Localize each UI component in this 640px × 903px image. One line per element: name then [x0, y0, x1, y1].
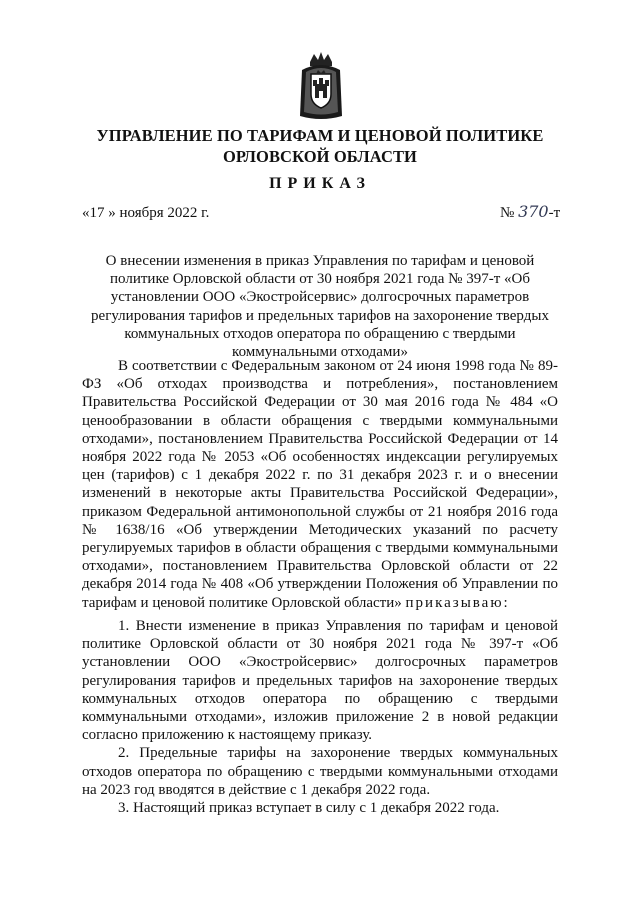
number-prefix: № — [500, 205, 515, 221]
order-item-3: 3. Настоящий приказ вступает в силу с 1 декабря 2022 года. — [118, 800, 500, 817]
organization-name-line1: УПРАВЛЕНИЕ ПО ТАРИФАМ И ЦЕНОВОЙ ПОЛИТИКЕ — [96, 126, 544, 145]
organization-name-line2: ОРЛОВСКОЙ ОБЛАСТИ — [222, 147, 417, 166]
preamble-body: В соответствии с Федеральным законом от 24 июня 1998 года № 89-ФЗ «Об отходах производства и потребления», постановлением Правительства Российской Федерации от 30 мая 2016 года № 484 «О ценообразовании в области обращения с твердыми коммунальными отходами», постановлением Правительства Российской Федерации от 14 ноября 2022 года № 2053 «Об особенностях индексации регулируемых цен (тарифов) с 1 декабря 2022 г. по 31 декабря 2023 г. и о внесении изменений в некоторые акты Правительства Российской Федерации», приказом Федеральной антимонопольной службы от 21 ноября 2016 года № 1638/16 «Об утверждении Методических указаний по расчету регулируемых тарифов в области обращения с твердыми коммунальными отходами», постановлением Правительства Орловской области от 22 декабря 2014 года № 408 «Об утверждении Положения об Управлении по тарифам и ценовой политике Орловской области» — [82, 358, 558, 611]
coat-of-arms-icon — [298, 50, 344, 122]
order-item-1: 1. Внести изменение в приказ Управления по тарифам и ценовой политике Орловской области от 30 ноября 2021 года № 397-т «Об установлении ООО «Экостройсервис» долгосрочных параметров регулирования тарифов и предельных тарифов на захоронение твердых коммунальных отходов оператора по обращению с твердыми коммунальными отходами», изложив приложение 2 в новой редакции согласно приложению к настоящему приказу. — [82, 618, 558, 744]
order-item-2: 2. Предельные тарифы на захоронение твердых коммунальных отходов оператора по обращению с твердыми коммунальными отходами на 2023 год вводятся в действие с 1 декабря 2022 года. — [82, 745, 558, 798]
number-handwritten: 370 — [518, 202, 549, 221]
preamble-paragraph — [82, 357, 558, 612]
document-number — [500, 202, 560, 222]
order-items — [82, 617, 558, 817]
order-word: приказываю: — [405, 594, 510, 611]
document-type-title: ПРИКАЗ — [269, 175, 371, 192]
document-date: «17 » ноября 2022 г. — [82, 205, 210, 221]
preamble-text — [82, 357, 558, 612]
document-subject: О внесении изменения в приказ Управления по тарифам и ценовой политике Орловской области от 30 ноября 2021 года № 397-т «Об установлении ООО «Экостройсервис» долгосрочных параметров регулирования тарифов и предельных тарифов на захоронение твердых коммунальных отходов оператора по обращению с твердыми коммунальными отходами» — [91, 253, 549, 361]
number-suffix: -т — [548, 205, 561, 221]
